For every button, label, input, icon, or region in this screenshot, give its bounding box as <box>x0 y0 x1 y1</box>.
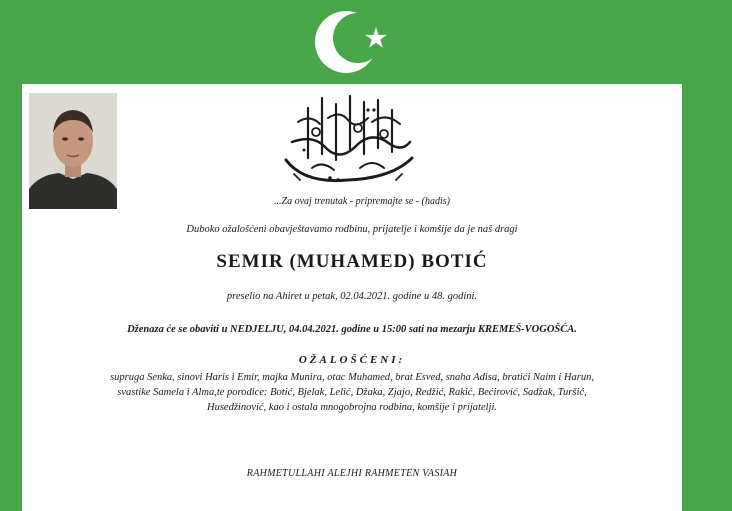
funeral-notice: Dženaza će se obaviti u NEDJELJU, 04.04.2021. godine u 15:00 sati na mezarju KREMEŠ-VOGOŠĆA. <box>127 324 577 335</box>
hadith-quote: ...Za ovaj trenutak - pripremajte se - (hadis) <box>274 196 450 207</box>
intro-text: Duboko ožalošćeni obavještavamo rodbinu, prijatelje i komšije da je naš dragi <box>186 224 518 235</box>
deceased-photo <box>29 93 117 209</box>
mourners-line: supruga Senka, sinovi Haris i Emir, majka Munira, otac Muhamed, brat Esved, snaha Adisa, bratići Naim i Harun, <box>110 372 594 383</box>
mourners-title: OŽALOŠĆENI: <box>298 354 406 366</box>
mourners-line: Husedžinović, kao i ostala mnogobrojna rodbina, komšije i prijatelji. <box>207 402 497 413</box>
deceased-name: SEMIR (MUHAMED) BOTIĆ <box>216 251 488 272</box>
death-notice: preselio na Ahiret u petak, 02.04.2021. godine u 48. godini. <box>226 291 478 302</box>
mourners-line: svastike Samela i Alma,te porodice: Botić, Bjelak, Lelić, Džaka, Zjajo, Redžić, Rakić, Bećirović, Sadžak, Turšić, <box>117 387 587 398</box>
calligraphy-emblem <box>264 88 432 192</box>
crescent-star-icon <box>310 4 400 80</box>
obituary-card <box>22 84 682 511</box>
closing-prayer: RAHMETULLAHI ALEJHI RAHMETEN VASIAH <box>246 468 458 479</box>
